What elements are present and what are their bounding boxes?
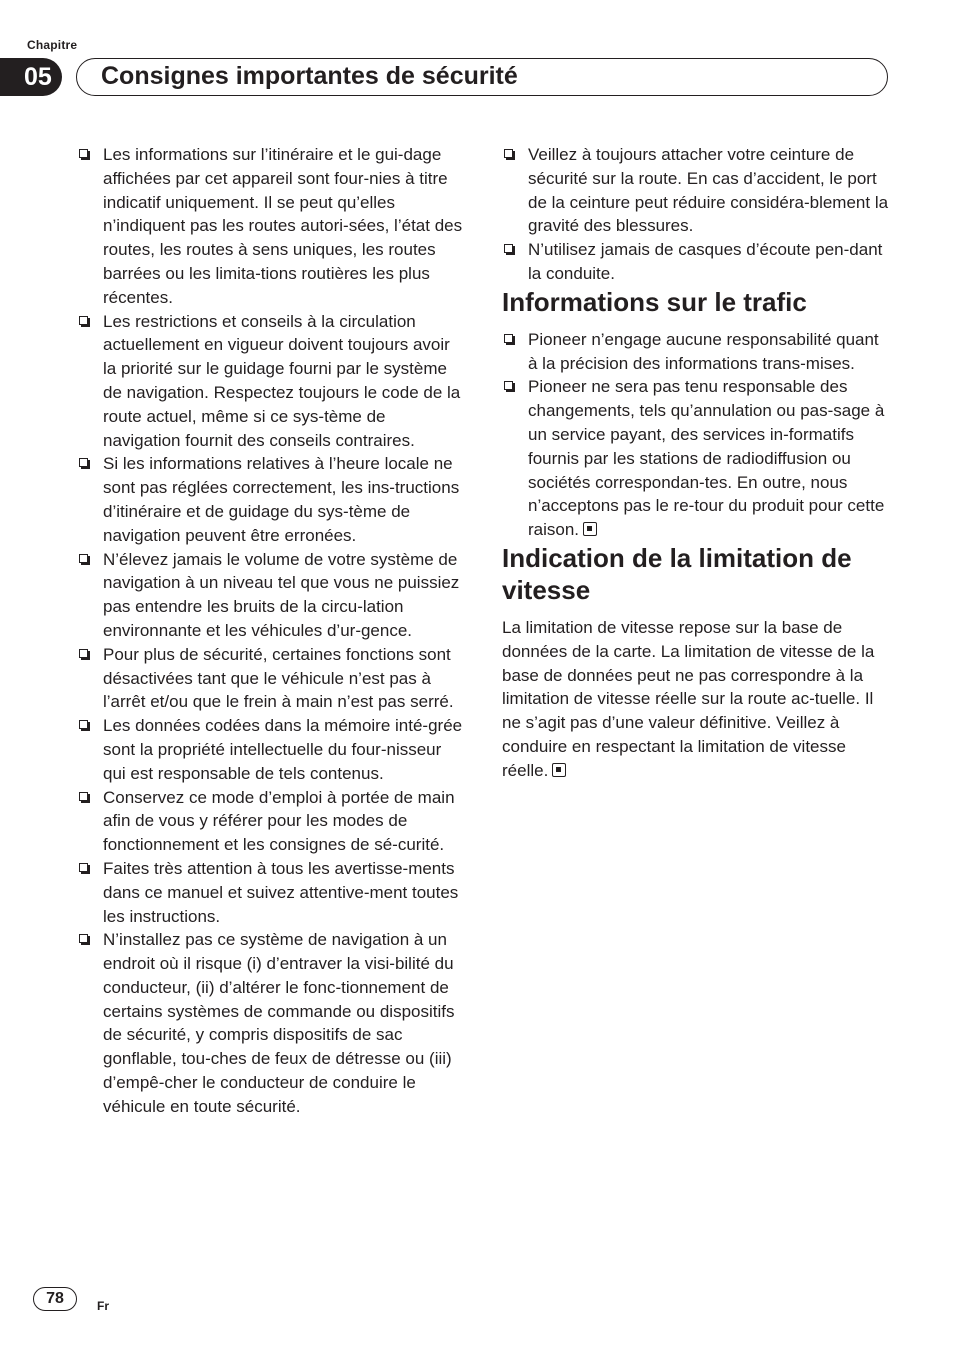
checkbox-bullet-icon: [79, 720, 88, 729]
safety-bullet-list: [77, 143, 465, 1119]
list-item: Si les informations relatives à l’heure locale ne sont pas réglées correctement, les ins-tructions d’itinéraire et de guidage du sys-tème de navigation peuvent être erronées.: [77, 452, 465, 547]
end-of-section-icon: [583, 522, 597, 536]
right-column: [502, 143, 892, 783]
list-item: Faites très attention à tous les avertisse-ments dans ce manuel et suivez attentive-ment toutes les instructions.: [77, 857, 465, 928]
end-of-section-icon: [552, 763, 566, 777]
checkbox-bullet-icon: [79, 934, 88, 943]
checkbox-bullet-icon: [504, 334, 513, 343]
page-number: 78: [33, 1287, 77, 1311]
checkbox-bullet-icon: [504, 149, 513, 158]
list-item: Pour plus de sécurité, certaines fonctions sont désactivées tant que le véhicule n’est pas à l’arrêt et/ou que le frein à main n’est pas serré.: [77, 643, 465, 714]
left-column: [77, 143, 465, 1119]
list-item: Conservez ce mode d’emploi à portée de main afin de vous y référer pour les modes de fonctionnement et les consignes de sé-curité.: [77, 786, 465, 857]
chapter-number-badge: 05: [0, 58, 62, 96]
section-heading-trafic: Informations sur le trafic: [502, 286, 807, 317]
list-item: N’installez pas ce système de navigation à un endroit où il risque (i) d’entraver la visi-bilité du conducteur, (ii) d’altérer le fonc-tionnement de certains systèmes de commande ou dispositifs de sécurité, y compris dispositifs de sac gonflable, tou-ches de feux de détresse ou (iii) d’empê-cher le conducteur de conduire le véhicule en toute sécurité.: [77, 928, 465, 1118]
list-item: Les données codées dans la mémoire inté-grée sont la propriété intellectuelle du four-nisseur qui est responsable de tels contenus.: [77, 714, 465, 785]
list-item: Veillez à toujours attacher votre ceinture de sécurité sur la route. En cas d’accident, le port de la ceinture peut réduire considéra-blement la gravité des blessures.: [502, 143, 892, 238]
checkbox-bullet-icon: [79, 554, 88, 563]
vitesse-paragraph: La limitation de vitesse repose sur la base de données de la carte. La limitation de vitesse de la base de données peut ne pas correspondre à la limitation de vitesse réelle sur la route ac-tuelle. Il ne s’agit pas d’une valeur définitive. Veillez à conduire en respectant la limitation de vitesse réelle.: [502, 617, 875, 780]
checkbox-bullet-icon: [79, 316, 88, 325]
language-label: Fr: [97, 1299, 109, 1313]
list-item: Pioneer n’engage aucune responsabilité quant à la précision des informations trans-mises.: [502, 328, 892, 376]
checkbox-bullet-icon: [504, 381, 513, 390]
checkbox-bullet-icon: [79, 863, 88, 872]
list-item: Les restrictions et conseils à la circulation actuellement en vigueur doivent toujours avoir la priorité sur le guidage fourni par le système de navigation. Respectez toujours le code de la route actuel, même si ce sys-tème de navigation fournit des conseils contraires.: [77, 310, 465, 453]
list-item: Pioneer ne sera pas tenu responsable des changements, tels qu’annulation ou pas-sage à un service payant, des services in-formatifs fournis par les stations de radiodiffusion ou sociétés correspondan-tes. En outre, nous n’acceptons pas le re-tour du produit pour cette raison.: [502, 375, 892, 542]
checkbox-bullet-icon: [79, 649, 88, 658]
chapter-label: Chapitre: [27, 38, 78, 52]
safety-bullet-list-continued: [502, 143, 892, 286]
checkbox-bullet-icon: [79, 149, 88, 158]
chapter-title-box: [76, 58, 888, 96]
trafic-bullet-list: [502, 328, 892, 542]
checkbox-bullet-icon: [79, 792, 88, 801]
chapter-title: Consignes importantes de sécurité: [101, 62, 518, 90]
list-item: Les informations sur l’itinéraire et le gui-dage affichées par cet appareil sont four-nies à titre indicatif uniquement. Il se peut qu’elles n’indiquent pas les routes autori-sées, l’état des routes, les routes à sens uniques, les routes barrées ou les limita-tions routières les plus récentes.: [77, 143, 465, 310]
checkbox-bullet-icon: [79, 458, 88, 467]
list-item: N’utilisez jamais de casques d’écoute pen-dant la conduite.: [502, 238, 892, 286]
list-item: N’élevez jamais le volume de votre système de navigation à un niveau tel que vous ne puissiez pas entendre les bruits de la circu-lation environnante et les véhicules d’ur-gence.: [77, 548, 465, 643]
checkbox-bullet-icon: [504, 244, 513, 253]
section-heading-vitesse: Indication de la limitation de vitesse: [502, 542, 852, 605]
